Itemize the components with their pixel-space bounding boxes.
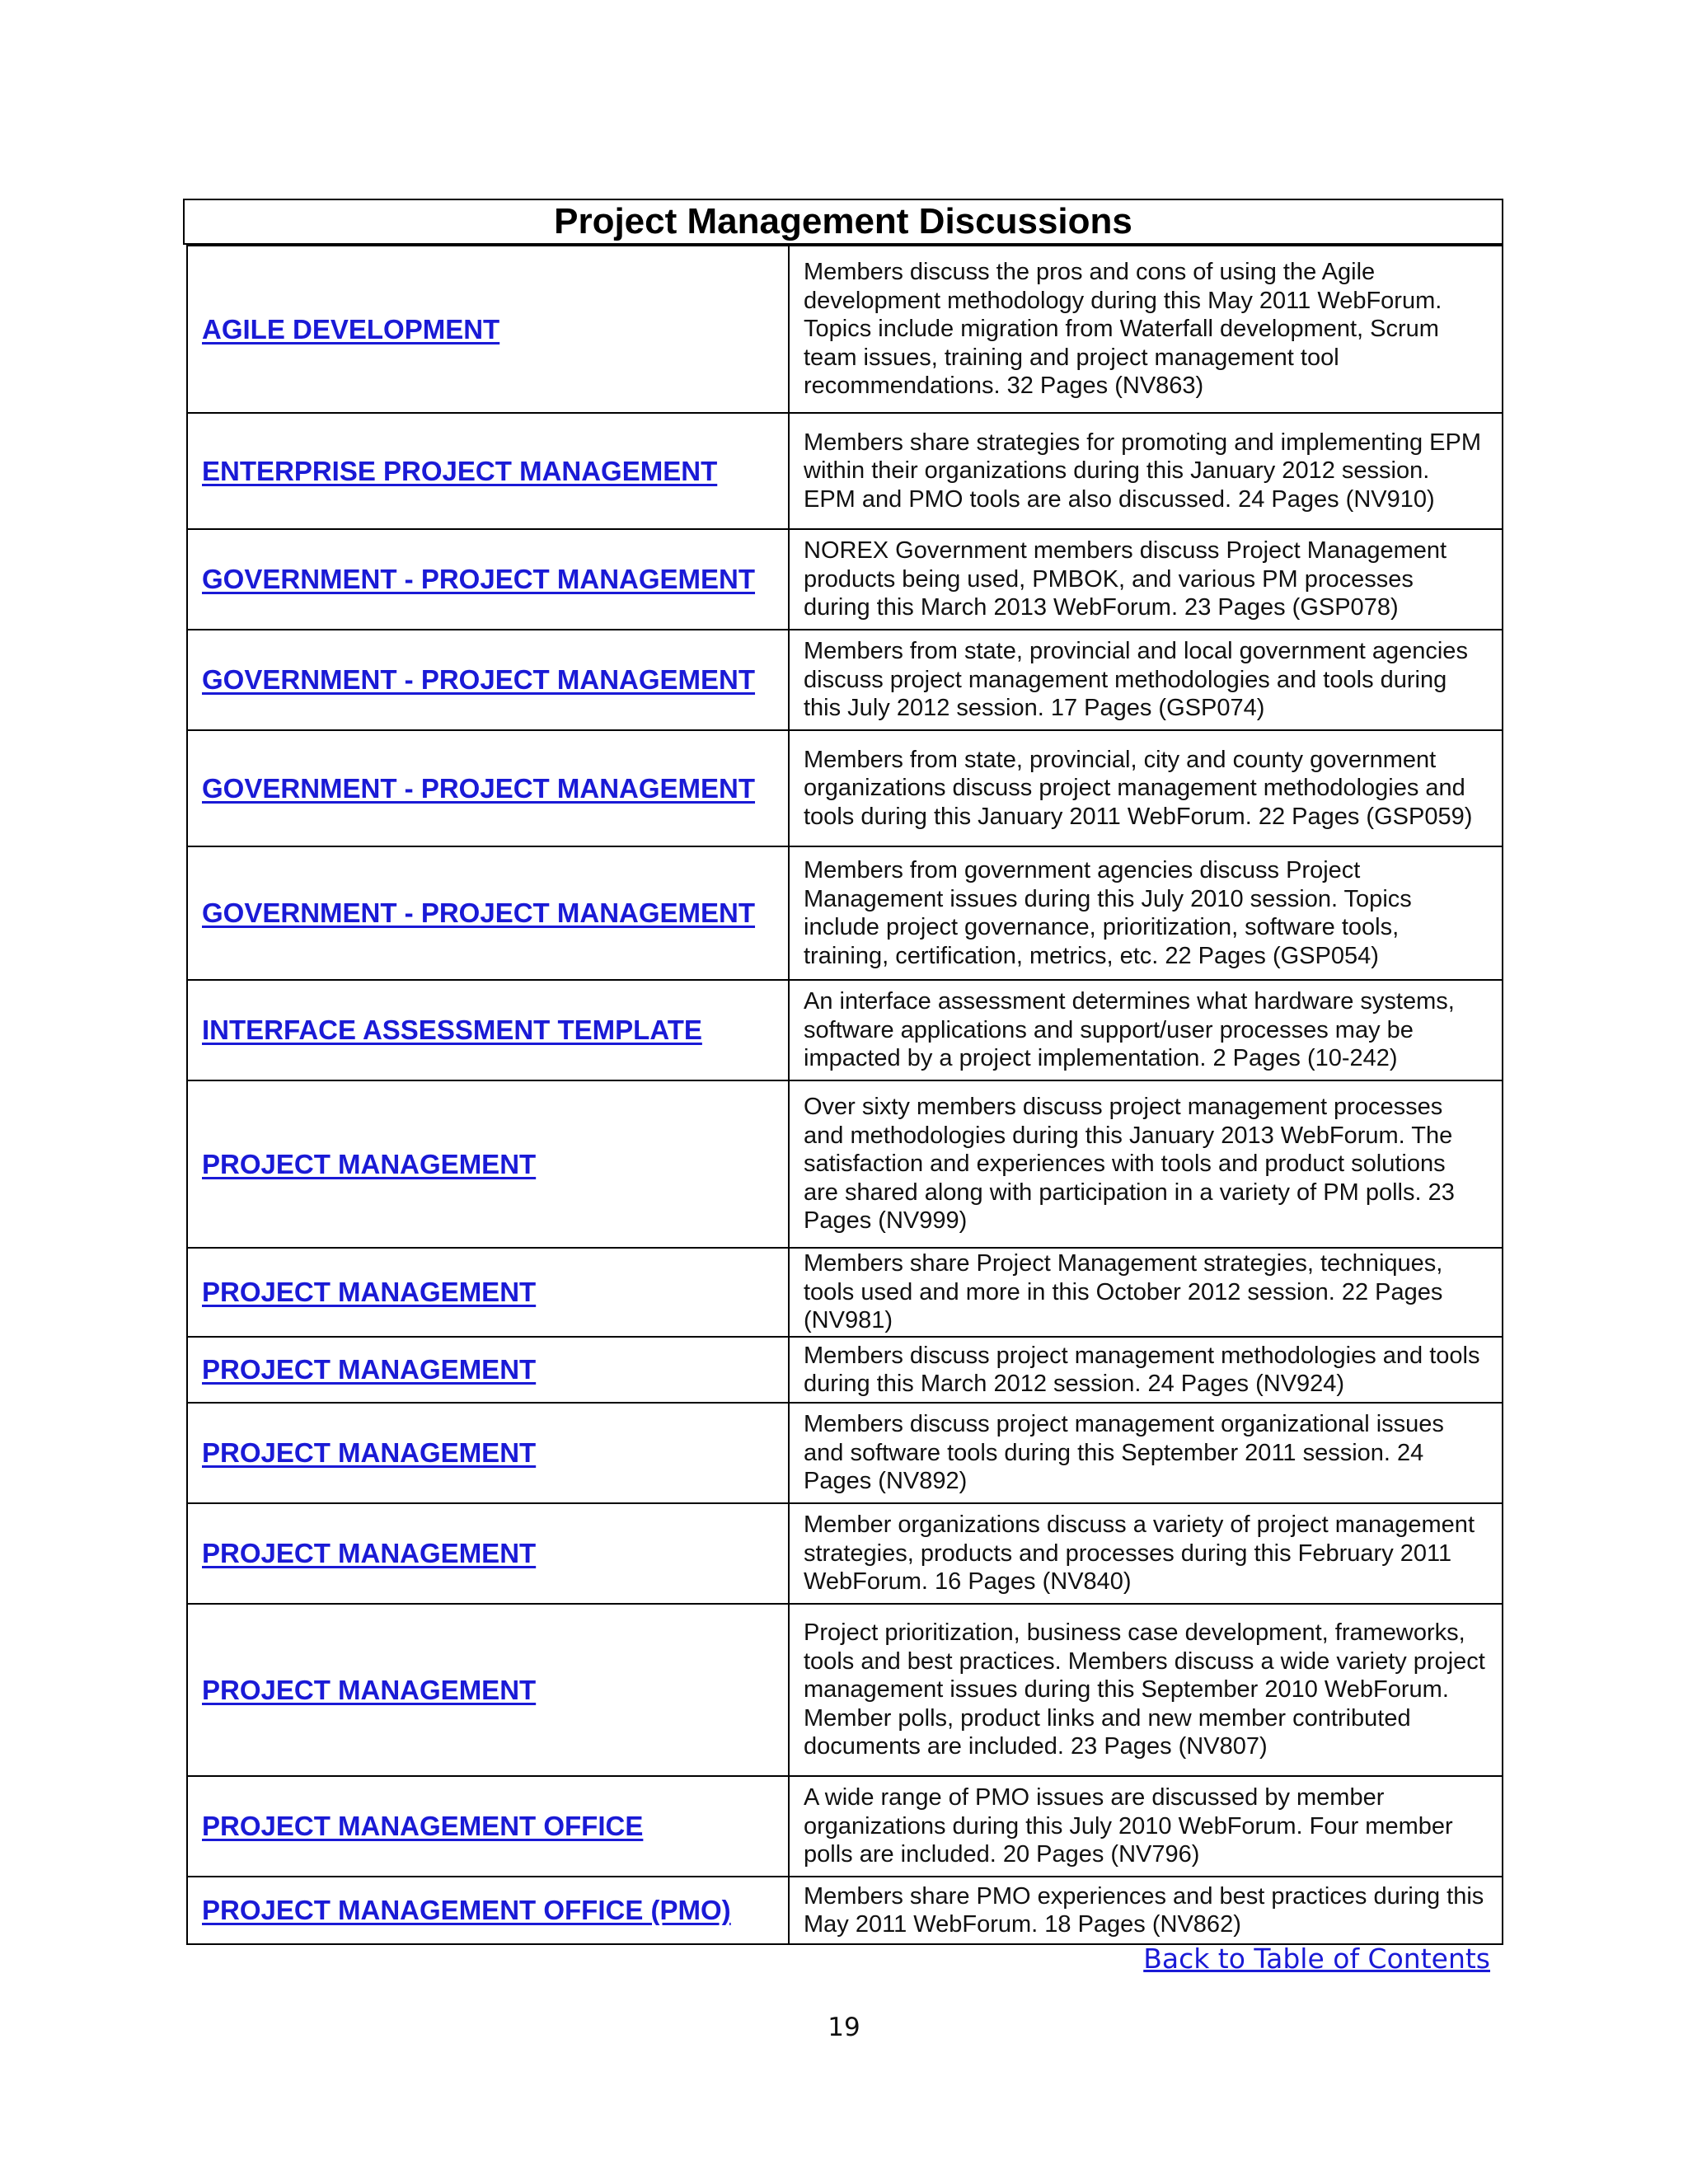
table-row [187,1604,1503,1776]
topic-cell [187,1080,789,1248]
topic-link[interactable]: PROJECT MANAGEMENT OFFICE (PMO) [202,1895,731,1925]
description-cell: NOREX Government members discuss Project Management products being used, PMBOK, and various PM processes during this March 2013 WebForum. 23 Pages (GSP078) [789,529,1503,630]
topic-cell [187,980,789,1080]
description-cell: Members discuss project management methodologies and tools during this March 2012 session. 24 Pages (NV924) [789,1337,1503,1403]
topic-cell [187,630,789,730]
topic-link[interactable]: PROJECT MANAGEMENT OFFICE [202,1811,644,1841]
table-row [187,630,1503,730]
topic-cell [187,846,789,980]
topic-link[interactable]: PROJECT MANAGEMENT [202,1538,537,1568]
description-cell: Members discuss project management organizational issues and software tools during this September 2011 session. 24 Pages (NV892) [789,1403,1503,1503]
description-cell: Members from government agencies discuss Project Management issues during this July 2010 session. Topics include project governance, prioritization, software tools, training, certification, metrics, etc. 22 Pages (GSP054) [789,846,1503,980]
topic-cell [187,246,789,413]
topic-link[interactable]: GOVERNMENT - PROJECT MANAGEMENT [202,772,756,804]
topic-cell [187,1877,789,1944]
topic-link[interactable]: GOVERNMENT - PROJECT MANAGEMENT [202,664,756,695]
topic-cell [187,1776,789,1877]
table-row [187,1248,1503,1337]
topic-cell [187,1503,789,1604]
table-row [187,246,1503,413]
table-row [187,1337,1503,1403]
topic-cell [187,1337,789,1403]
topic-cell [187,1403,789,1503]
topic-link[interactable]: PROJECT MANAGEMENT [202,1437,537,1468]
topic-cell [187,1604,789,1776]
topic-link[interactable]: GOVERNMENT - PROJECT MANAGEMENT [202,898,756,928]
back-to-contents-link[interactable]: Back to Table of Contents [1143,1943,1490,1975]
table-row [187,980,1503,1080]
table-row [187,1403,1503,1503]
topic-link[interactable]: ENTERPRISE PROJECT MANAGEMENT [202,455,718,486]
description-cell: Members from state, provincial, city and county government organizations discuss project management methodologies and tools during this January 2011 WebForum. 22 Pages (GSP059) [789,730,1503,846]
discussions-table [186,245,1503,1945]
table-row [187,1877,1503,1944]
description-cell: Members share PMO experiences and best practices during this May 2011 WebForum. 18 Pages (NV862) [789,1877,1503,1944]
topic-link[interactable]: INTERFACE ASSESSMENT TEMPLATE [202,1015,702,1045]
topic-cell [187,529,789,630]
topic-link[interactable]: GOVERNMENT - PROJECT MANAGEMENT [202,564,756,594]
topic-cell [187,1248,789,1337]
table-row [187,1503,1503,1604]
description-cell: Members share strategies for promoting and implementing EPM within their organizations during this January 2012 session. EPM and PMO tools are also discussed. 24 Pages (NV910) [789,413,1503,529]
description-cell: Project prioritization, business case development, frameworks, tools and best practices. Members discuss a wide variety project management issues during this September 2010 WebForum. Member polls, product links and new member contributed documents are included. 23 Pages (NV807) [789,1604,1503,1776]
description-cell: Members from state, provincial and local government agencies discuss project management methodologies and tools during this July 2012 session. 17 Pages (GSP074) [789,630,1503,730]
table-row [187,1776,1503,1877]
topic-link[interactable]: AGILE DEVELOPMENT [202,313,500,344]
description-cell: A wide range of PMO issues are discussed by member organizations during this July 2010 WebForum. Four member polls are included. 20 Pages (NV796) [789,1776,1503,1877]
description-cell: Members discuss the pros and cons of using the Agile development methodology during this May 2011 WebForum. Topics include migration from Waterfall development, Scrum team issues, training and project management tool recommendations. 32 Pages (NV863) [789,246,1503,413]
table-title: Project Management Discussions [183,199,1503,245]
description-cell: Over sixty members discuss project management processes and methodologies during this January 2013 WebForum. The satisfaction and experiences with tools and product solutions are shared along with participation in a variety of PM polls. 23 Pages (NV999) [789,1080,1503,1248]
topic-cell [187,413,789,529]
topic-link[interactable]: PROJECT MANAGEMENT [202,1277,537,1307]
description-cell: An interface assessment determines what hardware systems, software applications and support/user processes may be impacted by a project implementation. 2 Pages (10-242) [789,980,1503,1080]
description-cell: Members share Project Management strategies, techniques, tools used and more in this October 2012 session. 22 Pages (NV981) [789,1248,1503,1337]
table-row [187,413,1503,529]
topic-link[interactable]: PROJECT MANAGEMENT [202,1674,537,1705]
page-number: 19 [828,2013,860,2042]
description-cell: Member organizations discuss a variety of project management strategies, products and processes during this February 2011 WebForum. 16 Pages (NV840) [789,1503,1503,1604]
table-row [187,529,1503,630]
topic-link[interactable]: PROJECT MANAGEMENT [202,1354,537,1385]
topic-cell [187,730,789,846]
topic-link[interactable]: PROJECT MANAGEMENT [202,1148,537,1179]
table-row [187,730,1503,846]
table-row [187,1080,1503,1248]
table-row [187,846,1503,980]
